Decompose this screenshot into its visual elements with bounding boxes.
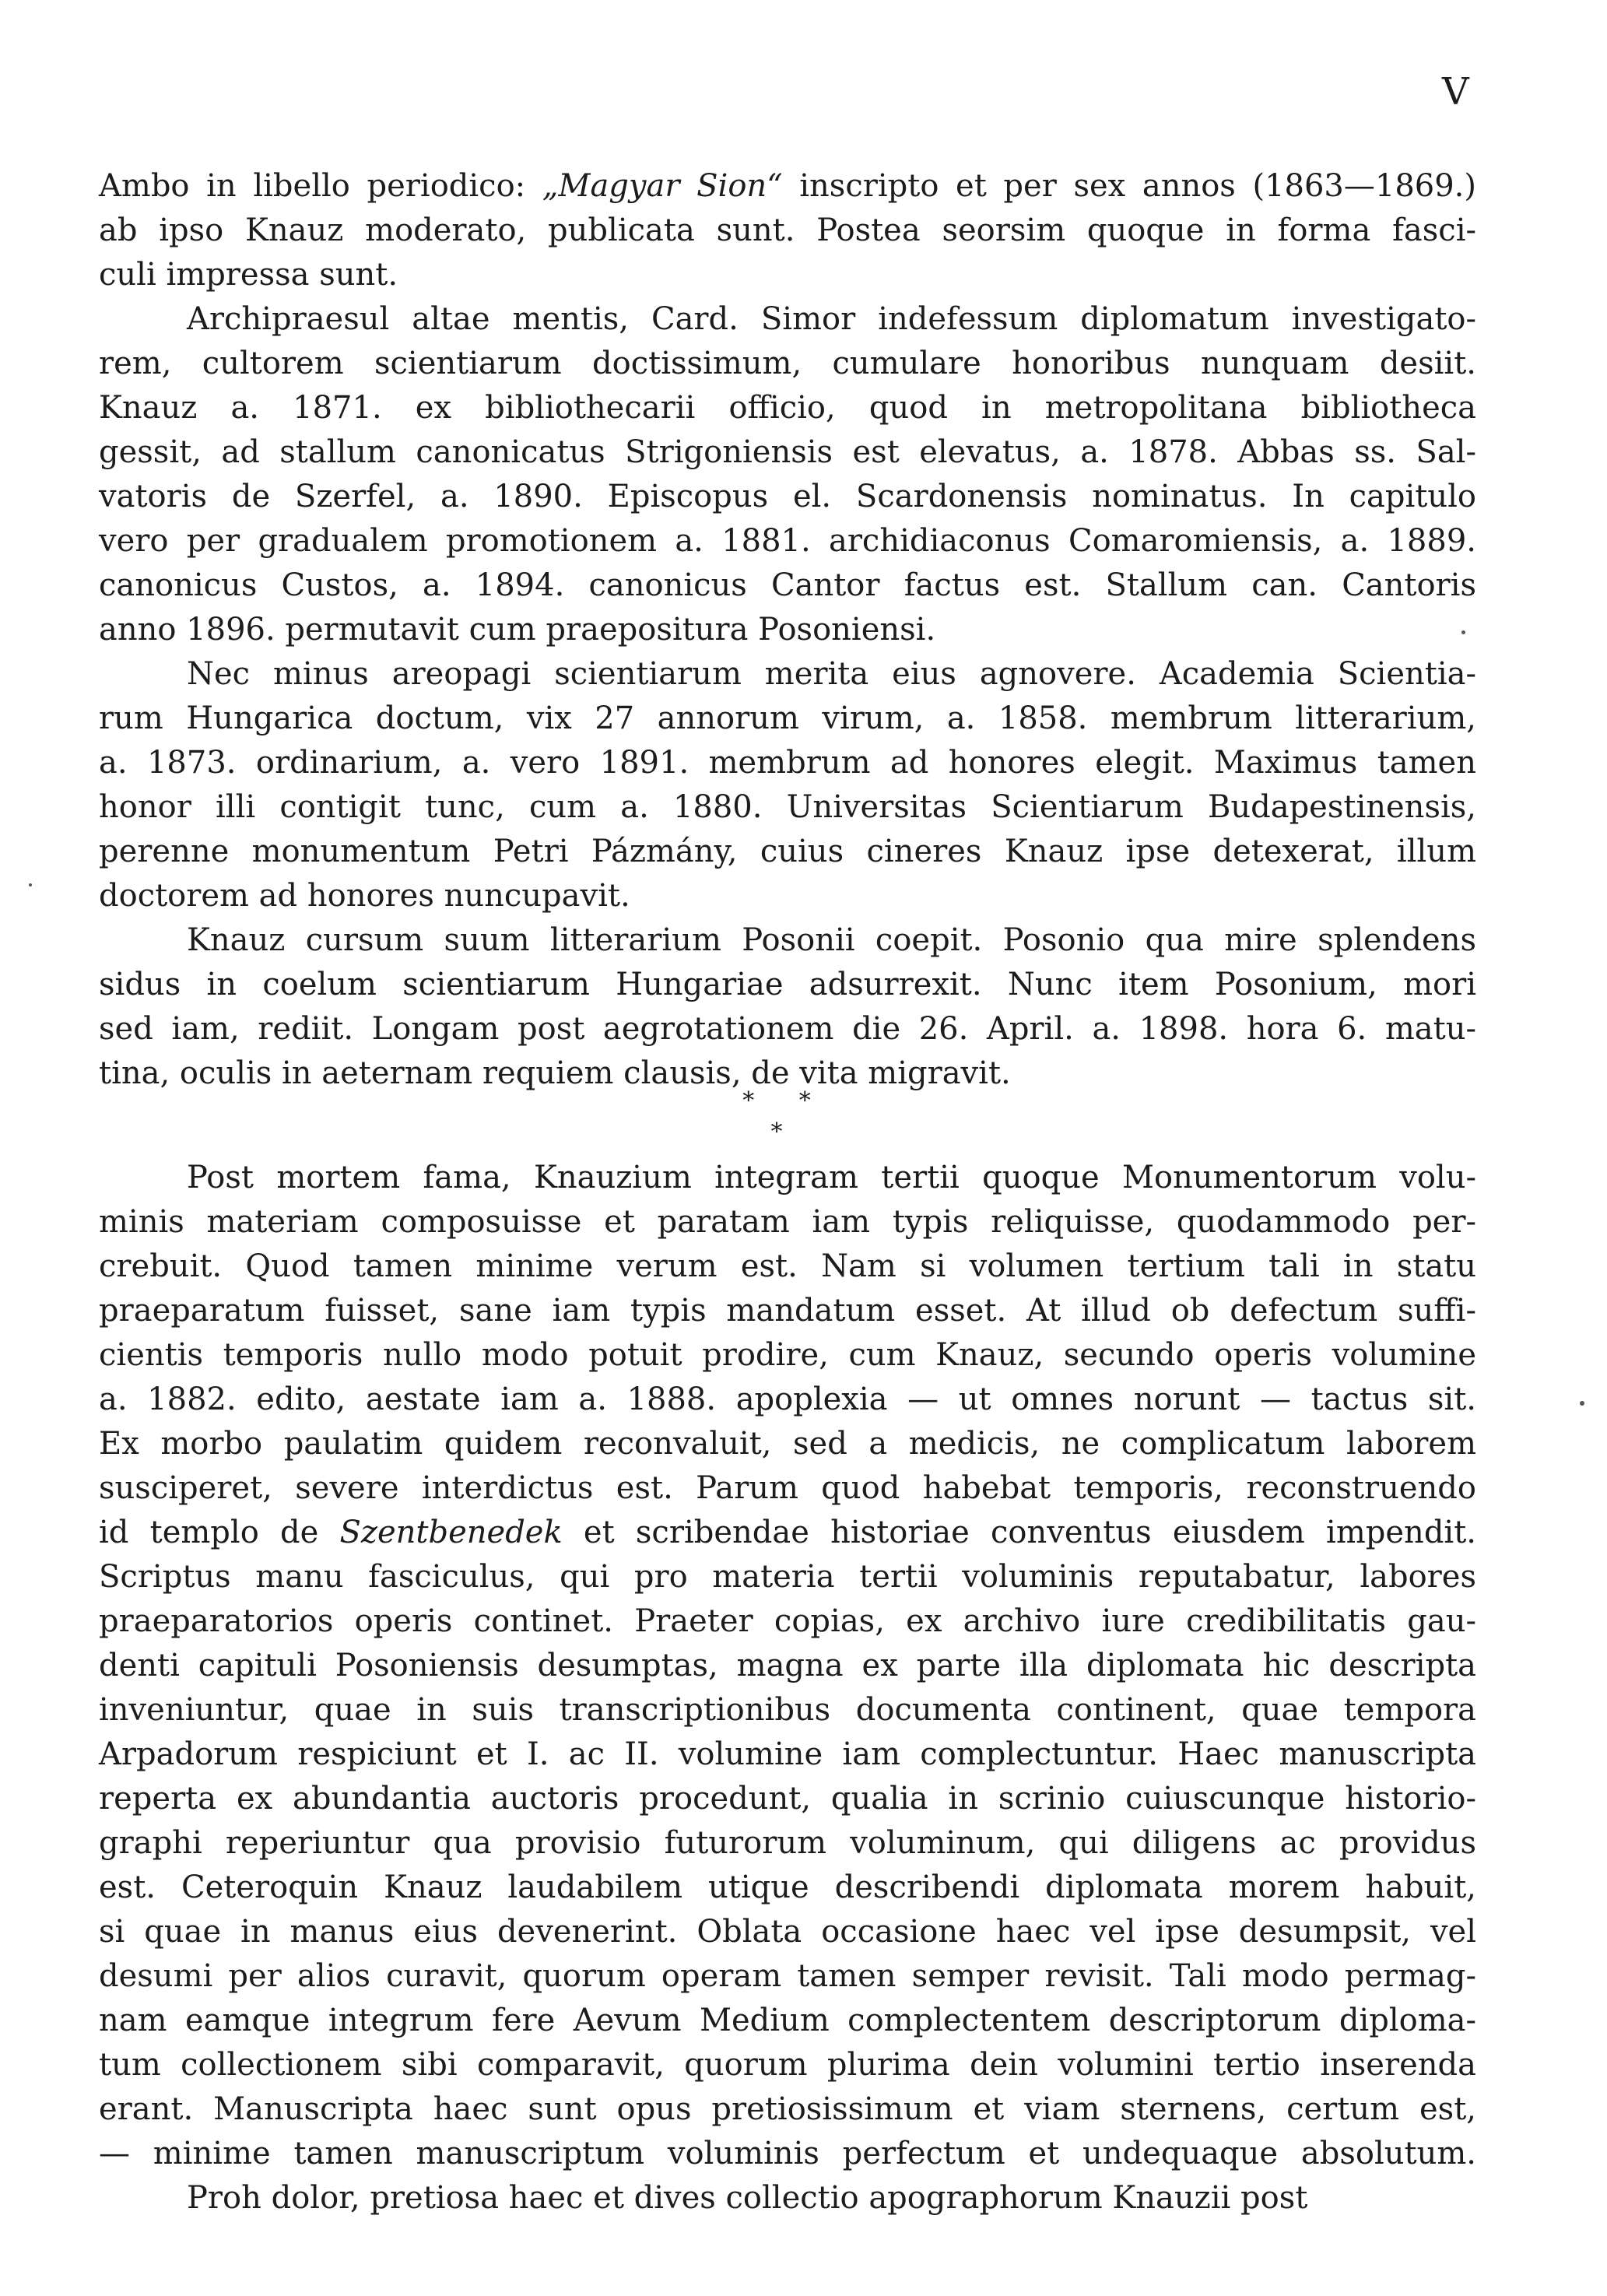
- text-line: tum collectionem sibi comparavit, quorum plurima dein volumini tertio inserenda: [99, 2047, 1476, 2083]
- text-line: nam eamque integrum fere Aevum Medium complectentem descriptorum diploma-: [99, 2003, 1476, 2038]
- text-line: vatoris de Szerfel, a. 1890. Episcopus el. Scardonensis nominatus. In capitulo: [99, 479, 1476, 514]
- text-line: si quae in manus eius devenerint. Oblata occasione haec vel ipse desumpsit, vel: [99, 1914, 1476, 1950]
- text-line: anno 1896. permutavit cum praepositura Posoniensi.: [99, 612, 936, 648]
- text-segment: inscripto et per sex annos (1863—1869.): [782, 168, 1476, 204]
- text-segment: et scribendae historiae conventus eiusdem impendit.: [562, 1515, 1477, 1550]
- text-line: doctorem ad honores nuncupavit.: [99, 878, 630, 914]
- text-line: praeparatorios operis continet. Praeter copias, ex archivo iure credibilitatis gau-: [99, 1603, 1476, 1639]
- page-number: V: [1442, 70, 1470, 114]
- text-line: erant. Manuscripta haec sunt opus pretiosissimum et viam sternens, certum est,: [99, 2091, 1476, 2127]
- text-line: reperta ex abundantia auctoris procedunt, qualia in scrinio cuiuscunque historio-: [99, 1781, 1476, 1817]
- text-line: honor illi contigit tunc, cum a. 1880. Universitas Scientiarum Budapestinensis,: [99, 789, 1476, 825]
- text-line: inveniuntur, quae in suis transcriptionibus documenta continent, quae tempora: [99, 1692, 1476, 1728]
- text-line: sed iam, rediit. Longam post aegrotationem die 26. April. a. 1898. hora 6. matu-: [99, 1011, 1476, 1047]
- text-segment: id templo de: [99, 1515, 340, 1550]
- text-line: Knauz cursum suum litterarium Posonii coepit. Posonio qua mire splendens: [187, 922, 1476, 958]
- text-line: rem, cultorem scientiarum doctissimum, cumulare honoribus nunquam desiit.: [99, 346, 1476, 381]
- text-line: — minime tamen manuscriptum voluminis perfectum et undequaque absolutum.: [99, 2136, 1476, 2171]
- print-speck: [29, 883, 32, 886]
- text-line: denti capituli Posoniensis desumptas, magna ex parte illa diplomata hic descripta: [99, 1648, 1476, 1683]
- text-line: gessit, ad stallum canonicatus Strigoniensis est elevatus, a. 1878. Abbas ss. Sal-: [99, 434, 1476, 470]
- text-line: rum Hungarica doctum, vix 27 annorum virum, a. 1858. membrum litterarium,: [99, 700, 1476, 736]
- text-line: sidus in coelum scientiarum Hungariae adsurrexit. Nunc item Posonium, mori: [99, 967, 1476, 1002]
- text-line: graphi reperiuntur qua provisio futurorum voluminum, qui diligens ac providus: [99, 1825, 1476, 1861]
- text-line: Knauz a. 1871. ex bibliothecarii officio, quod in metropolitana bibliotheca: [99, 390, 1476, 426]
- text-segment: Ambo in libello periodico:: [99, 168, 542, 204]
- text-line: vero per gradualem promotionem a. 1881. archidiaconus Comaromiensis, a. 1889.: [99, 523, 1476, 559]
- text-line: cientis temporis nullo modo potuit prodire, cum Knauz, secundo operis volumine: [99, 1337, 1476, 1373]
- section-separator: * * *: [742, 1087, 830, 1146]
- text-line: ab ipso Knauz moderato, publicata sunt. Postea seorsim quoque in forma fasci-: [99, 212, 1476, 248]
- text-line: canonicus Custos, a. 1894. canonicus Cantor factus est. Stallum can. Cantoris: [99, 567, 1476, 603]
- text-line: Post mortem fama, Knauzium integram tertii quoque Monumentorum volu-: [187, 1160, 1476, 1195]
- text-line: [99, 164, 1476, 209]
- text-line: [99, 1511, 1476, 1555]
- text-line: est. Ceteroquin Knauz laudabilem utique describendi diplomata morem habuit,: [99, 1869, 1476, 1905]
- text-block-manuscripts: [99, 1156, 1476, 2221]
- text-line: tina, oculis in aeternam requiem clausis, de vita migravit.: [99, 1055, 1011, 1091]
- text-line: culi impressa sunt.: [99, 257, 398, 293]
- text-line: minis materiam composuisse et paratam iam typis reliquisse, quodammodo per-: [99, 1204, 1476, 1240]
- place-name: Szentbenedek: [339, 1515, 563, 1550]
- text-line: Scriptus manu fasciculus, qui pro materia tertii voluminis reputabatur, labores: [99, 1559, 1476, 1595]
- text-line: Nec minus areopagi scientiarum merita eius agnovere. Academia Scientia-: [187, 656, 1476, 692]
- text-block-biography: [99, 164, 1476, 1096]
- text-line: a. 1882. edito, aestate iam a. 1888. apoplexia — ut omnes norunt — tactus sit.: [99, 1381, 1476, 1417]
- text-line: Ex morbo paulatim quidem reconvaluit, sed a medicis, ne complicatum laborem: [99, 1426, 1476, 1462]
- text-line: susciperet, severe interdictus est. Parum quod habebat temporis, reconstruendo: [99, 1470, 1476, 1506]
- text-line: a. 1873. ordinarium, a. vero 1891. membrum ad honores elegit. Maximus tamen: [99, 745, 1476, 781]
- text-line: desumi per alios curavit, quorum operam tamen semper revisit. Tali modo permag-: [99, 1958, 1476, 1994]
- text-line: Proh dolor, pretiosa haec et dives collectio apographorum Knauzii post: [187, 2180, 1308, 2216]
- periodical-title: „Magyar Sion“: [542, 168, 783, 204]
- text-line: praeparatum fuisset, sane iam typis mandatum esset. At illud ob defectum suffi-: [99, 1293, 1476, 1329]
- text-line: perenne monumentum Petri Pázmány, cuius cineres Knauz ipse detexerat, illum: [99, 834, 1476, 869]
- text-line: Archipraesul altae mentis, Card. Simor indefessum diplomatum investigato-: [187, 301, 1476, 337]
- print-speck: [1580, 1401, 1584, 1406]
- print-speck: [1461, 630, 1465, 634]
- text-line: Arpadorum respiciunt et I. ac II. volumine iam complectuntur. Haec manuscripta: [99, 1736, 1476, 1772]
- text-line: crebuit. Quod tamen minime verum est. Nam si volumen tertium tali in statu: [99, 1248, 1476, 1284]
